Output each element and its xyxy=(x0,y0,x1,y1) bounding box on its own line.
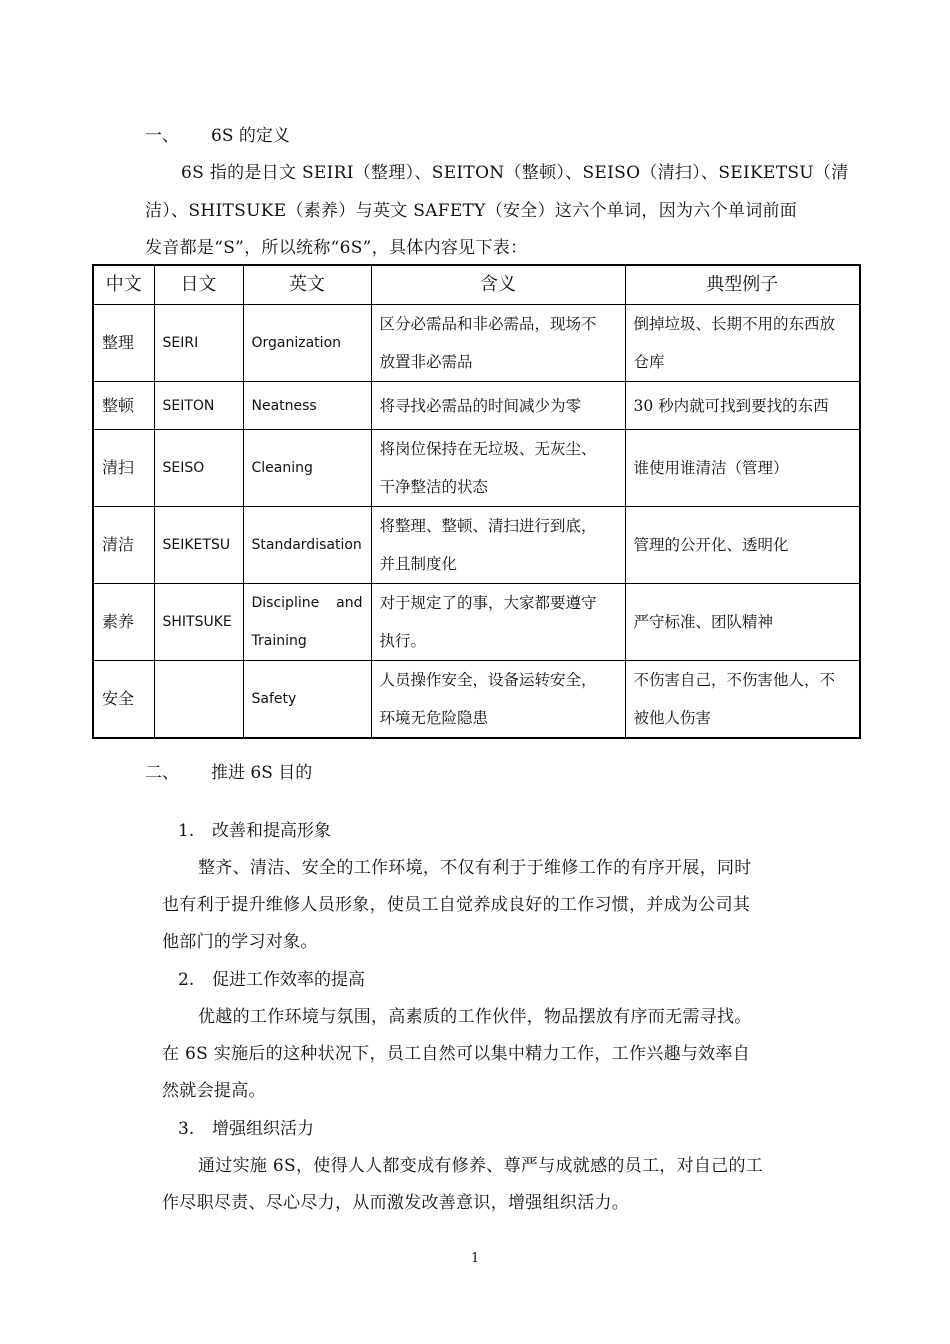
cell-example-line: 仓库 xyxy=(633,353,665,371)
intro-line-3: 发音都是“S”，所以统称“6S”，具体内容见下表： xyxy=(145,238,528,258)
cell-meaning-line: 放置非必需品 xyxy=(379,353,473,371)
section-1-title: 6S 的定义 xyxy=(211,126,290,146)
cell-zh: 清洁 xyxy=(93,507,154,584)
cell-example-line: 倒掉垃圾、长期不用的东西放 xyxy=(633,315,836,333)
cell-en-line-1 xyxy=(252,584,363,622)
cell-example-line: 30 秒内就可找到要找的东西 xyxy=(633,396,829,415)
section-1-heading xyxy=(145,121,290,146)
item-3-line-1: 通过实施 6S，使得人人都变成有修养、尊严与成就感的员工，对自己的工 xyxy=(198,1156,764,1176)
cell-meaning-line: 将整理、整顿、清扫进行到底， xyxy=(379,517,597,535)
header-japanese: 日文 xyxy=(154,265,243,305)
header-example: 典型例子 xyxy=(625,265,860,305)
page-number: 1 xyxy=(471,1251,480,1266)
item-3-heading xyxy=(178,1114,314,1139)
cell-meaning-line: 并且制度化 xyxy=(379,555,458,573)
cell-zh: 素养 xyxy=(93,584,154,661)
table-header-row xyxy=(93,265,860,305)
intro-line-1: 6S 指的是日文 SEIRI（整理）、SEITON（整顿）、SEISO（清扫）、SEIKETSU（清 xyxy=(181,163,849,183)
table-row xyxy=(93,382,860,430)
table-row xyxy=(93,507,860,584)
header-chinese: 中文 xyxy=(93,265,154,305)
cell-zh: 清扫 xyxy=(93,430,154,507)
cell-jp: SEIKETSU xyxy=(154,507,243,584)
cell-meaning-line: 干净整洁的状态 xyxy=(379,478,489,496)
item-1-heading xyxy=(178,816,331,841)
cell-meaning-line: 区分必需品和非必需品，现场不 xyxy=(379,315,597,333)
item-2-line-3: 然就会提高。 xyxy=(162,1081,266,1101)
cell-meaning-line: 将寻找必需品的时间减少为零 xyxy=(379,396,582,415)
item-1-number: 1. xyxy=(178,821,195,841)
cell-example-line: 严守标准、团队精神 xyxy=(633,613,774,631)
cell-example xyxy=(625,305,860,382)
cell-meaning xyxy=(371,305,625,382)
section-2-number: 二、 xyxy=(145,763,179,783)
item-1-line-2: 也有利于提升维修人员形象，使员工自觉养成良好的工作习惯，并成为公司其 xyxy=(162,895,751,915)
header-english: 英文 xyxy=(243,265,371,305)
cell-example-line: 被他人伤害 xyxy=(633,709,712,727)
cell-example xyxy=(625,507,860,584)
item-1-title: 改善和提高形象 xyxy=(212,821,331,841)
cell-zh: 整理 xyxy=(93,305,154,382)
cell-meaning-line: 执行。 xyxy=(379,632,427,650)
cell-example xyxy=(625,430,860,507)
cell-meaning-line: 环境无危险隐患 xyxy=(379,709,489,727)
cell-example xyxy=(625,661,860,739)
item-2-number: 2. xyxy=(178,970,195,990)
cell-meaning-line: 人员操作安全，设备运转安全， xyxy=(379,671,597,689)
cell-meaning-line: 对于规定了的事，大家都要遵守 xyxy=(379,594,597,612)
cell-jp: SEITON xyxy=(154,382,243,430)
item-3-number: 3. xyxy=(178,1119,195,1139)
cell-jp: SHITSUKE xyxy=(154,584,243,661)
section-2-heading xyxy=(145,758,312,783)
intro-line-2: 洁）、SHITSUKE（素养）与英文 SAFETY（安全）这六个单词，因为六个单词前面 xyxy=(145,201,798,221)
item-2-heading xyxy=(178,965,365,990)
item-2-line-1: 优越的工作环境与氛围，高素质的工作伙伴，物品摆放有序而无需寻找。 xyxy=(198,1007,752,1027)
cell-meaning xyxy=(371,661,625,739)
cell-example-line: 管理的公开化、透明化 xyxy=(633,536,789,554)
cell-meaning xyxy=(371,507,625,584)
cell-en-word: and xyxy=(336,595,363,611)
cell-en: Cleaning xyxy=(243,430,371,507)
table-row xyxy=(93,661,860,739)
cell-example xyxy=(625,584,860,661)
item-3-title: 增强组织活力 xyxy=(212,1119,314,1139)
cell-en: Organization xyxy=(243,305,371,382)
item-1-line-3: 他部门的学习对象。 xyxy=(162,932,318,952)
cell-jp: SEIRI xyxy=(154,305,243,382)
table-row xyxy=(93,584,860,661)
cell-en: Safety xyxy=(243,661,371,739)
cell-zh: 安全 xyxy=(93,661,154,739)
item-3-line-2: 作尽职尽责、尽心尽力，从而激发改善意识，增强组织活力。 xyxy=(162,1193,630,1213)
cell-example xyxy=(625,382,860,430)
cell-example-line: 不伤害自己，不伤害他人，不 xyxy=(633,671,836,689)
cell-meaning xyxy=(371,430,625,507)
cell-example-line: 谁使用谁清洁（管理） xyxy=(633,459,789,477)
cell-meaning xyxy=(371,584,625,661)
cell-zh: 整顿 xyxy=(93,382,154,430)
cell-en xyxy=(243,584,371,661)
table-row xyxy=(93,305,860,382)
item-2-title: 促进工作效率的提高 xyxy=(212,970,365,990)
item-1-line-1: 整齐、清洁、安全的工作环境，不仅有利于于维修工作的有序开展，同时 xyxy=(198,858,752,878)
cell-meaning-line: 将岗位保持在无垃圾、无灰尘、 xyxy=(379,440,597,458)
table-row xyxy=(93,430,860,507)
cell-en: Standardisation xyxy=(243,507,371,584)
cell-meaning xyxy=(371,382,625,430)
cell-jp xyxy=(154,661,243,739)
cell-en-word: Discipline xyxy=(251,595,320,611)
cell-en: Neatness xyxy=(243,382,371,430)
section-2-title: 推进 6S 目的 xyxy=(211,763,313,783)
section-1-number: 一、 xyxy=(145,126,179,146)
header-meaning: 含义 xyxy=(371,265,625,305)
six-s-table xyxy=(92,264,861,739)
cell-jp: SEISO xyxy=(154,430,243,507)
cell-en-line-2: Training xyxy=(251,633,307,649)
item-2-line-2: 在 6S 实施后的这种状况下，员工自然可以集中精力工作，工作兴趣与效率自 xyxy=(162,1044,751,1064)
